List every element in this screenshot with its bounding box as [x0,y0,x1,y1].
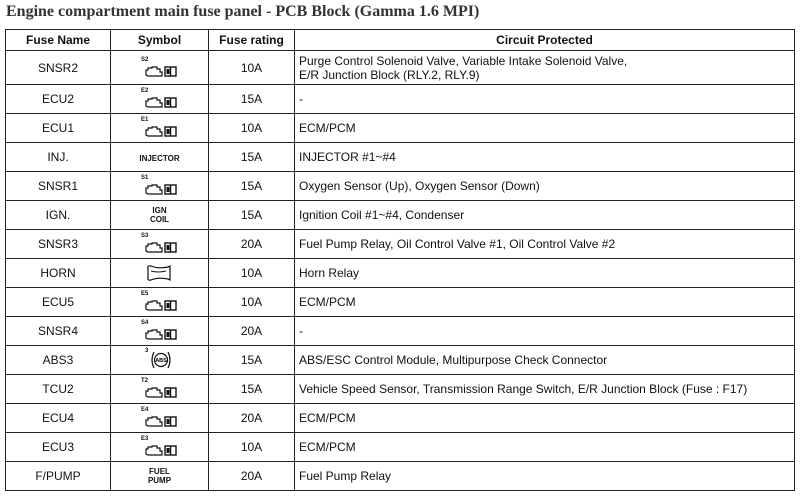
fuse-name-cell: ECU2 [6,85,111,114]
symbol-cell [111,143,209,172]
symbol-cell [111,172,209,201]
circuit-protected-cell [295,404,795,433]
circuit-line: Vehicle Speed Sensor, Transmission Range Switch, E/R Junction Block (Fuse : F17) [299,382,748,396]
fuse-name-cell: F/PUMP [6,462,111,491]
fuse-rating-cell: 15A [209,346,295,375]
circuit-line: ECM/PCM [299,295,356,309]
fuse-symbol [141,58,178,78]
fuse-rating-cell: 10A [209,114,295,143]
fuse-name-cell: TCU2 [6,375,111,404]
engine-book-icon [144,298,178,312]
fuse-name-cell: ABS3 [6,346,111,375]
header-fuse-rating: Fuse rating [209,30,295,51]
symbol-text [148,467,171,485]
fuse-symbol [145,349,174,371]
symbol-superscript: S1 [141,175,149,181]
symbol-superscript: S4 [141,320,149,326]
fuse-rating-cell: 10A [209,288,295,317]
symbol-superscript: T2 [141,378,149,384]
fuse-name-cell: ECU5 [6,288,111,317]
fuse-rating-cell: 15A [209,85,295,114]
engine-book-icon [144,240,178,254]
symbol-cell [111,259,209,288]
symbol-superscript: E1 [141,117,149,123]
fuse-symbol [150,206,169,225]
engine-book-icon [144,182,178,196]
fuse-name-cell: ECU4 [6,404,111,433]
fuse-name-cell: INJ. [6,143,111,172]
symbol-superscript: E5 [141,291,149,297]
symbol-cell [111,201,209,230]
symbol-cell [111,51,209,85]
table-row [6,259,795,288]
circuit-line: ECM/PCM [299,440,356,454]
circuit-line: INJECTOR #1~#4 [299,150,396,164]
symbol-text [150,206,169,224]
table-row [6,375,795,404]
engine-book-icon [144,327,178,341]
engine-book-icon [144,443,178,457]
circuit-protected-cell [295,288,795,317]
table-row [6,404,795,433]
circuit-line: - [299,92,303,106]
symbol-cell [111,114,209,143]
circuit-protected-cell [295,85,795,114]
fuse-rating-cell: 20A [209,404,295,433]
fuse-name-cell: HORN [6,259,111,288]
symbol-cell [111,317,209,346]
table-row [6,288,795,317]
circuit-protected-cell [295,172,795,201]
table-row [6,172,795,201]
circuit-protected-cell [295,201,795,230]
circuit-line: ECM/PCM [299,411,356,425]
table-row [6,143,795,172]
circuit-protected-cell [295,259,795,288]
symbol-text-line: IGN [152,205,167,215]
fuse-symbol [141,234,178,254]
symbol-cell [111,85,209,114]
symbol-text-line: FUEL [149,466,170,476]
abs-icon-label: ABS [155,358,167,364]
circuit-protected-cell [295,51,795,85]
engine-book-icon [144,64,178,78]
abs-icon [148,349,174,371]
circuit-line: - [299,324,303,338]
circuit-line: ECM/PCM [299,121,356,135]
fuse-name-cell: SNSR1 [6,172,111,201]
fuse-rating-cell: 15A [209,201,295,230]
engine-book-icon [144,124,178,138]
fuse-symbol [141,89,178,109]
table-row [6,433,795,462]
fuse-rating-cell: 20A [209,230,295,259]
symbol-cell [111,433,209,462]
symbol-text-line: COIL [149,214,170,224]
table-row [6,85,795,114]
circuit-protected-cell [295,375,795,404]
fuse-rating-cell: 10A [209,433,295,462]
symbol-cell [111,230,209,259]
fuse-name-cell: ECU3 [6,433,111,462]
header-circuit-protected: Circuit Protected [295,30,795,51]
symbol-superscript: 3 [145,348,149,354]
engine-book-icon [144,95,178,109]
fuse-symbol [148,467,171,486]
fuse-name-cell: ECU1 [6,114,111,143]
symbol-cell [111,404,209,433]
circuit-line: E/R Junction Block (RLY.2, RLY.9) [299,67,480,82]
fuse-symbol [141,408,178,428]
symbol-superscript: S3 [141,233,149,239]
circuit-line: Purge Control Solenoid Valve, Variable Intake Solenoid Valve, [299,53,628,68]
fuse-rating-cell: 15A [209,375,295,404]
symbol-superscript: E4 [141,407,149,413]
page-title: Engine compartment main fuse panel - PCB Block (Gamma 1.6 MPI) [6,3,480,20]
fuse-symbol [139,150,179,164]
fuse-name-cell: IGN. [6,201,111,230]
table-row [6,201,795,230]
fuse-rating-cell: 10A [209,259,295,288]
table-row [6,114,795,143]
symbol-cell [111,375,209,404]
horn-icon [144,263,176,283]
symbol-superscript: S2 [141,56,149,63]
circuit-protected-cell [295,114,795,143]
circuit-line: Fuel Pump Relay [299,469,392,483]
fuse-rating-cell: 10A [209,51,295,85]
symbol-cell [111,462,209,491]
symbol-text-line: INJECTOR [139,154,180,164]
header-symbol: Symbol [111,30,209,51]
table-row [6,346,795,375]
circuit-protected-cell [295,346,795,375]
circuit-protected-cell [295,317,795,346]
circuit-protected-cell [295,433,795,462]
symbol-superscript: E2 [141,88,149,94]
circuit-line: Fuel Pump Relay, Oil Control Valve #1, Oil Control Valve #2 [299,237,616,251]
engine-book-icon [144,414,178,428]
table-row [6,230,795,259]
fuse-symbol [141,379,178,399]
fuse-symbol [141,176,178,196]
table-row [6,317,795,346]
circuit-line: Oxygen Sensor (Up), Oxygen Sensor (Down) [299,179,540,193]
symbol-superscript: E3 [141,436,149,442]
fuse-name-cell: SNSR2 [6,51,111,85]
symbol-text [139,154,179,163]
fuse-name-cell: SNSR4 [6,317,111,346]
engine-book-icon [144,385,178,399]
fuse-rating-cell: 15A [209,172,295,201]
circuit-line: ABS/ESC Control Module, Multipurpose Check Connector [299,353,608,367]
fuse-rating-cell: 20A [209,317,295,346]
table-row [6,462,795,491]
circuit-protected-cell [295,143,795,172]
circuit-protected-cell [295,462,795,491]
circuit-protected-cell [295,230,795,259]
fuse-symbol [141,321,178,341]
symbol-cell [111,346,209,375]
fuse-symbol [141,118,178,138]
circuit-line: Ignition Coil #1~#4, Condenser [299,208,465,222]
table-row [6,51,795,85]
fuse-name-cell: SNSR3 [6,230,111,259]
fuse-table [5,29,795,491]
symbol-text-line: PUMP [147,475,172,485]
fuse-symbol [141,292,178,312]
table-header-row [6,30,795,51]
header-fuse-name: Fuse Name [6,30,111,51]
fuse-symbol [141,437,178,457]
fuse-symbol [144,263,176,283]
fuse-rating-cell: 15A [209,143,295,172]
symbol-cell [111,288,209,317]
circuit-line: Horn Relay [299,266,360,280]
fuse-rating-cell: 20A [209,462,295,491]
